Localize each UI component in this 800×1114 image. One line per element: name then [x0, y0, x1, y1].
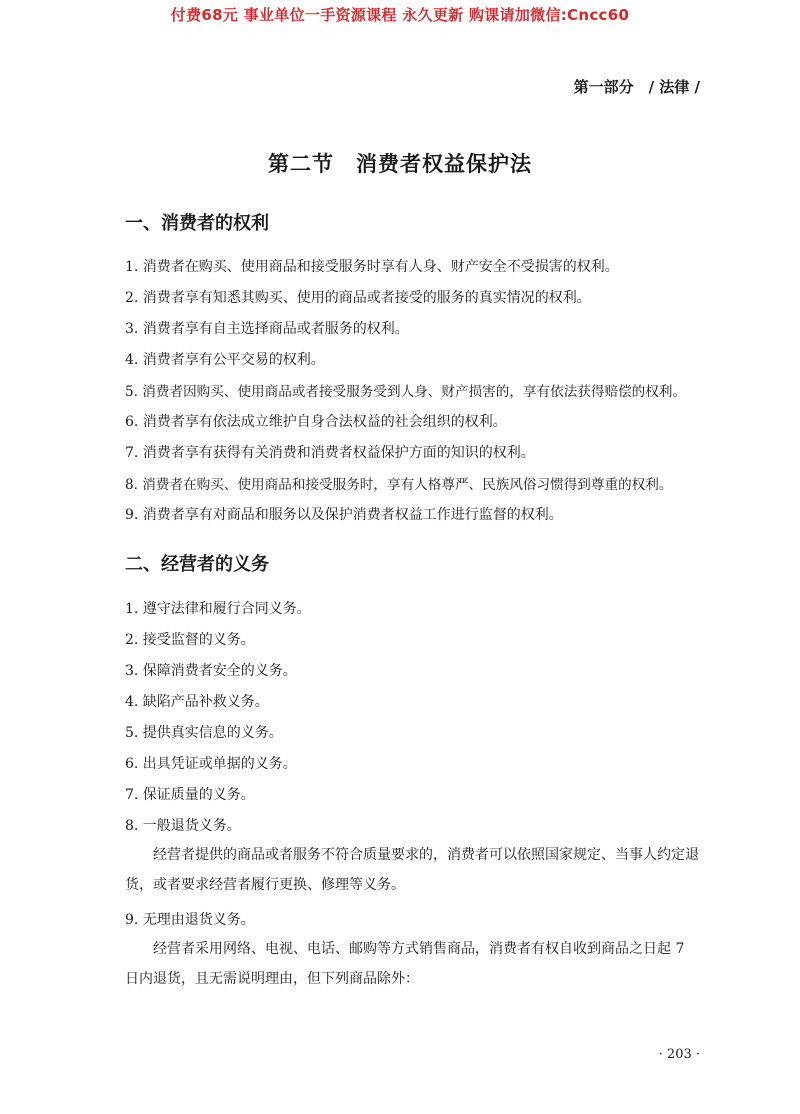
list-item: 9. 无理由退货义务。 [125, 912, 255, 928]
list-item: 7. 保证质量的义务。 [125, 787, 255, 803]
watermark-banner: 付费68元 事业单位一手资源课程 永久更新 购课请加微信:Cncc60 [170, 6, 630, 24]
list-item: 5. 提供真实信息的义务。 [125, 725, 283, 741]
list-item: 3. 消费者享有自主选择商品或者服务的权利。 [125, 321, 409, 337]
list-item: 7. 消费者享有获得有关消费和消费者权益保护方面的知识的权利。 [125, 445, 535, 461]
list-item: 4. 缺陷产品补救义务。 [125, 694, 269, 710]
page-number: · 203 · [658, 1047, 700, 1062]
paragraph-no-reason-return: 经营者采用网络、电视、电话、邮购等方式销售商品，消费者有权自收到商品之日起 7 日内退货，且无需说明理由，但下列商品除外： [125, 941, 685, 987]
list-item: 1. 遵守法律和履行合同义务。 [125, 601, 311, 617]
list-item: 6. 消费者享有依法成立维护自身合法权益的社会组织的权利。 [125, 414, 507, 430]
running-header: 第一部分 / 法律 / [573, 78, 700, 96]
list-item: 3. 保障消费者安全的义务。 [125, 663, 297, 679]
section-title: 第二节 消费者权益保护法 [268, 151, 532, 176]
list-item: 4. 消费者享有公平交易的权利。 [125, 352, 325, 368]
list-item: 5. 消费者因购买、使用商品或者接受服务受到人身、财产损害的，享有依法获得赔偿的权利。 [125, 384, 687, 400]
heading-operator-obligations: 二、经营者的义务 [125, 554, 269, 575]
list-item: 6. 出具凭证或单据的义务。 [125, 756, 297, 772]
list-item: 2. 接受监督的义务。 [125, 632, 255, 648]
paragraph-return-conditions: 经营者提供的商品或者服务不符合质量要求的，消费者可以依照国家规定、当事人约定退货，或者要求经营者履行更换、修理等义务。 [125, 847, 699, 893]
list-item: 1. 消费者在购买、使用商品和接受服务时享有人身、财产安全不受损害的权利。 [125, 259, 619, 275]
heading-consumer-rights: 一、消费者的权利 [125, 213, 269, 234]
list-item: 8. 消费者在购买、使用商品和接受服务时，享有人格尊严、民族风俗习惯得到尊重的权利。 [125, 477, 673, 493]
list-item: 8. 一般退货义务。 [125, 818, 241, 834]
list-item: 9. 消费者享有对商品和服务以及保护消费者权益工作进行监督的权利。 [125, 507, 563, 523]
list-item: 2. 消费者享有知悉其购买、使用的商品或者接受的服务的真实情况的权利。 [125, 290, 591, 306]
